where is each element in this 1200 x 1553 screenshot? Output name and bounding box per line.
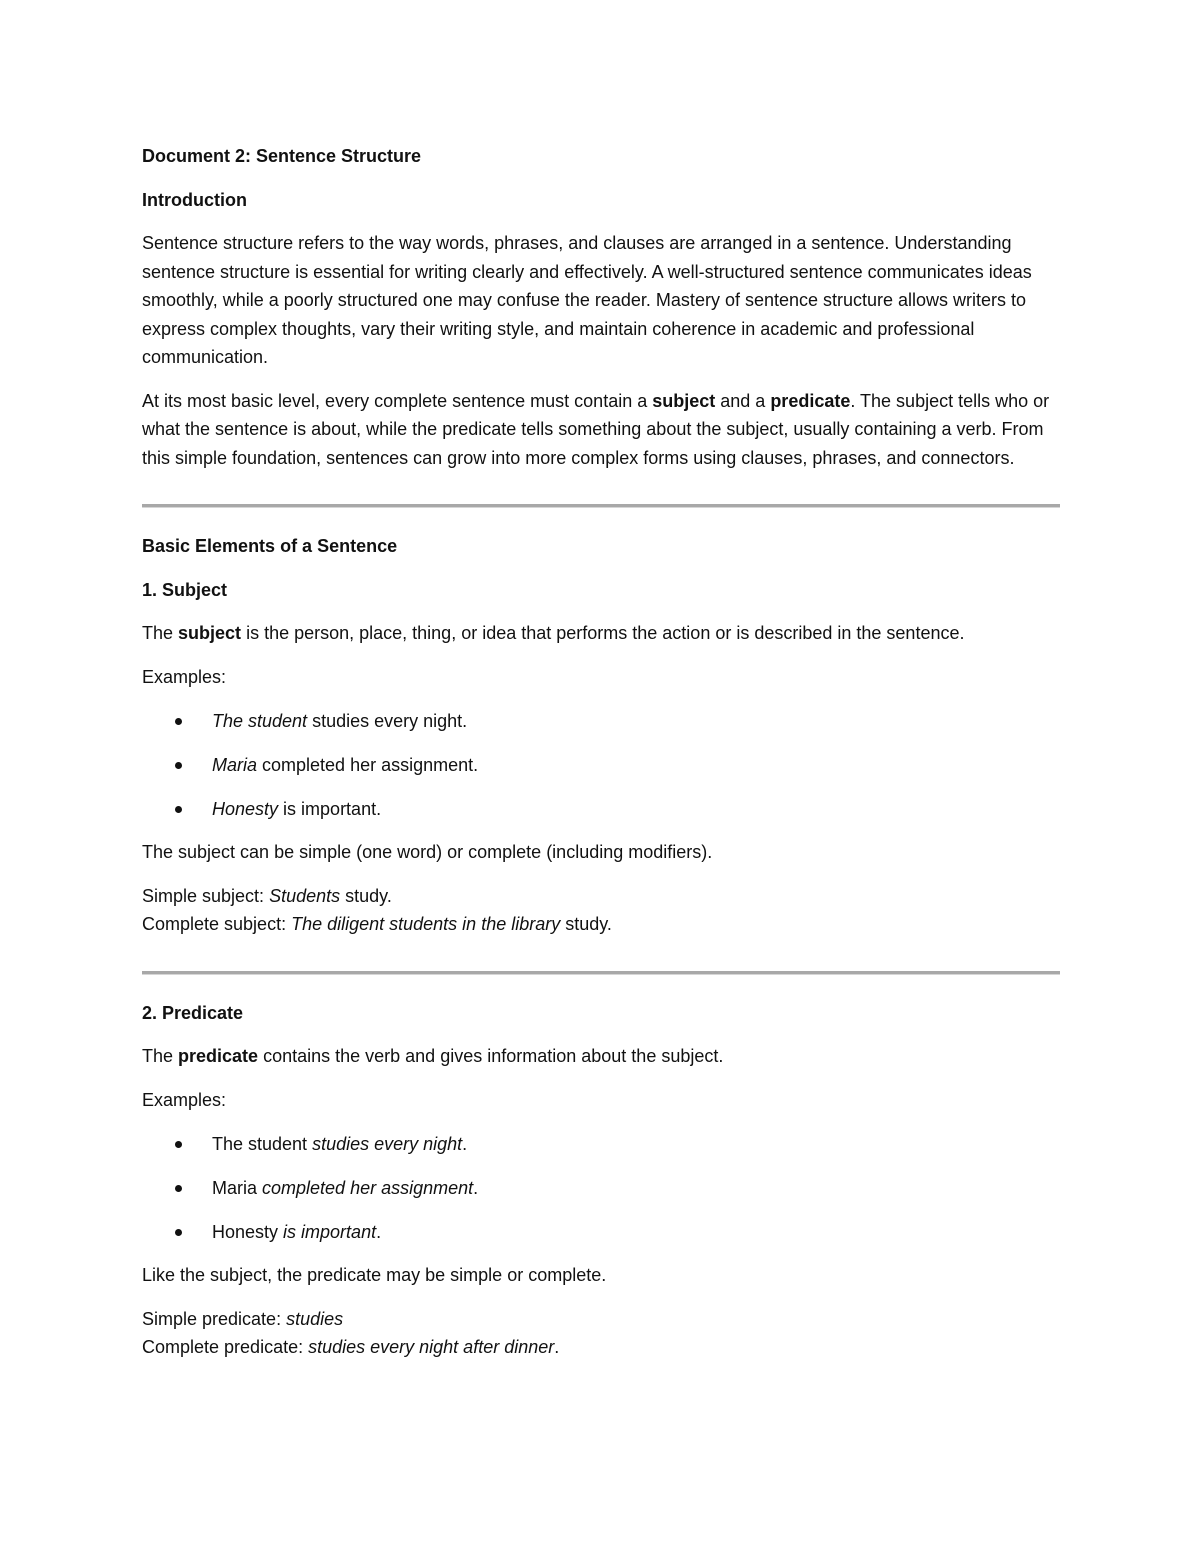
complete-subject-line: Complete subject: The diligent students in the library study. xyxy=(142,914,612,934)
subject-examples-list xyxy=(142,707,1062,824)
document-body xyxy=(142,142,1062,1362)
list-item: Honesty is important. xyxy=(142,1218,1062,1247)
list-item: Maria completed her assignment. xyxy=(142,1174,1062,1203)
intro-heading: Introduction xyxy=(142,189,247,210)
predicate-heading: 2. Predicate xyxy=(142,1002,244,1023)
subject-definition: The subject is the person, place, thing, or idea that performs the action or is described in the sentence. xyxy=(142,623,965,643)
horizontal-divider xyxy=(142,971,1060,975)
subject-heading: 1. Subject xyxy=(142,579,228,600)
intro-paragraph-2: At its most basic level, every complete sentence must contain a subject and a predicate. The subject tells who or what the sentence is about, while the predicate tells something about the subject, usually containing a verb. From this simple foundation, sentences can grow into more complex forms using clauses, phrases, and connectors. xyxy=(142,390,1050,468)
list-item: Maria completed her assignment. xyxy=(142,751,1062,780)
basic-elements-heading: Basic Elements of a Sentence xyxy=(142,536,398,556)
simple-predicate-line: Simple predicate: studies xyxy=(142,1308,344,1329)
document-title: Document 2: Sentence Structure xyxy=(142,146,422,166)
subject-note: The subject can be simple (one word) or complete (including modifiers). xyxy=(142,842,713,862)
simple-subject-line: Simple subject: Students study. xyxy=(142,885,392,906)
predicate-examples-list xyxy=(142,1130,1062,1247)
predicate-definition: The predicate contains the verb and gives information about the subject. xyxy=(142,1046,724,1066)
horizontal-divider xyxy=(142,504,1060,508)
subject-examples-label: Examples: xyxy=(142,666,227,687)
predicate-examples-label: Examples: xyxy=(142,1089,227,1110)
complete-predicate-line: Complete predicate: studies every night after dinner. xyxy=(142,1337,560,1357)
predicate-note: Like the subject, the predicate may be simple or complete. xyxy=(142,1265,607,1285)
list-item: The student studies every night. xyxy=(142,707,1062,736)
list-item: Honesty is important. xyxy=(142,795,1062,824)
list-item: The student studies every night. xyxy=(142,1130,1062,1159)
intro-paragraph-1: Sentence structure refers to the way words, phrases, and clauses are arranged in a sentence. Understanding sentence structure is essential for writing clearly and effectively. A well-structured sentence communicates ideas smoothly, while a poorly structured one may confuse the reader. Mastery of sentence structure allows writers to express complex thoughts, vary their writing style, and maintain coherence in academic and professional communication. xyxy=(142,233,1032,367)
